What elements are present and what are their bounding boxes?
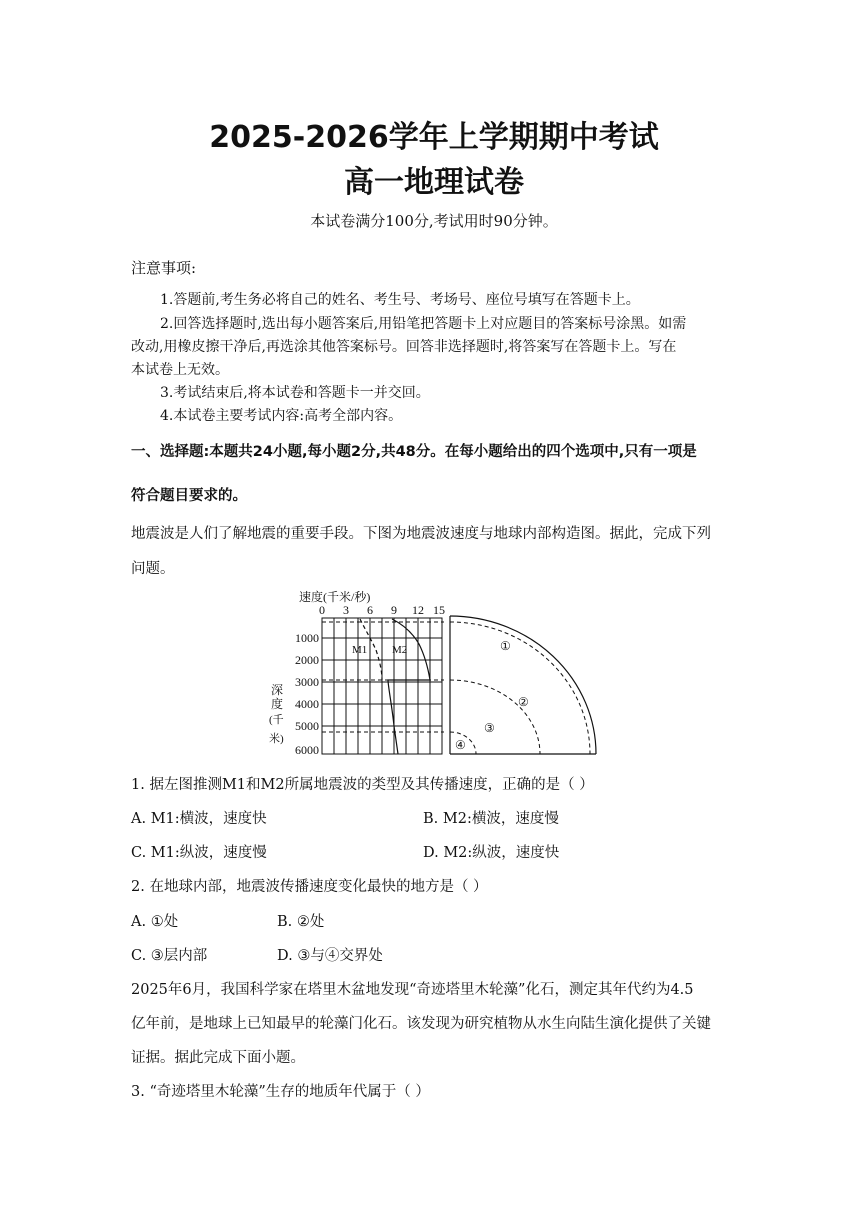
speed-tick: 12 <box>412 603 424 617</box>
seismic-wave-figure <box>262 586 610 762</box>
layer-4-label: ④ <box>455 738 466 752</box>
m2-label: M2 <box>392 644 408 656</box>
notice-item-3: 3.考试结束后,将本试卷和答题卡一并交回。 <box>160 385 430 401</box>
layer-3-label: ③ <box>484 721 495 735</box>
depth-tick: 5000 <box>295 719 319 733</box>
m1-label: M1 <box>352 644 368 656</box>
earth-cross-section <box>450 616 596 754</box>
question-2-option-b: B. ②处 <box>277 914 325 930</box>
depth-tick: 3000 <box>295 675 319 689</box>
depth-tick: 4000 <box>295 697 319 711</box>
speed-tick: 9 <box>391 603 397 617</box>
section-heading-cont: 符合题目要求的。 <box>131 488 247 504</box>
passage-2-line-3: 证据。据此完成下面小题。 <box>131 1050 305 1066</box>
passage-2-line-2: 亿年前，是地球上已知最早的轮藻门化石。该发现为研究植物从水生向陆生演化提供了关键 <box>131 1016 711 1032</box>
question-2-option-d: D. ③与④交界处 <box>277 948 383 964</box>
section-heading: 一、选择题:本题共24小题,每小题2分,共48分。在每小题给出的四个选项中,只有一项是 <box>131 444 697 460</box>
question-2-option-a: A. ①处 <box>131 914 179 930</box>
passage-2-line-1: 2025年6月，我国科学家在塔里木盆地发现“奇迹塔里木轮藻”化石，测定其年代约为4.5 <box>131 982 694 998</box>
exam-title: 2025-2026学年上学期期中考试 <box>209 120 659 155</box>
notice-item-2: 2.回答选择题时,选出每小题答案后,用铅笔把答题卡上对应题目的答案标号涂黑。如需 <box>160 316 687 332</box>
depth-tick: 6000 <box>295 743 319 757</box>
speed-axis-label: 速度(千米/秒) <box>299 590 371 604</box>
question-3-stem: 3. “奇迹塔里木轮藻”生存的地质年代属于（ ） <box>131 1084 430 1100</box>
speed-tick: 3 <box>343 603 349 617</box>
question-2-stem: 2. 在地球内部，地震波传播速度变化最快的地方是（ ） <box>131 879 488 895</box>
exam-info: 本试卷满分100分,考试用时90分钟。 <box>310 212 558 230</box>
depth-tick: 1000 <box>295 631 319 645</box>
question-1-option-b: B. M2:横波，速度慢 <box>423 811 559 827</box>
layer-boundaries <box>450 622 590 754</box>
notice-item-4: 4.本试卷主要考试内容:高考全部内容。 <box>160 408 403 424</box>
notice-item-2-cont: 改动,用橡皮擦干净后,再选涂其他答案标号。回答非选择题时,将答案写在答题卡上。写在 <box>131 339 677 355</box>
passage-1-line-2: 问题。 <box>131 561 175 577</box>
exam-subject-title: 高一地理试卷 <box>344 165 524 200</box>
speed-tick: 0 <box>319 603 325 617</box>
layer-1-label: ① <box>500 639 511 653</box>
speed-tick: 15 <box>433 603 445 617</box>
speed-tick: 6 <box>367 603 373 617</box>
notice-item-1: 1.答题前,考生务必将自己的姓名、考生号、考场号、座位号填写在答题卡上。 <box>160 292 640 308</box>
depth-axis-label: 深 <box>271 683 284 697</box>
question-1-option-a: A. M1:横波，速度快 <box>131 811 267 827</box>
depth-tick: 2000 <box>295 653 319 667</box>
question-2-option-c: C. ③层内部 <box>131 948 208 964</box>
notice-heading: 注意事项: <box>131 259 197 277</box>
notice-item-2-end: 本试卷上无效。 <box>131 362 229 378</box>
passage-1-line-1: 地震波是人们了解地震的重要手段。下图为地震波速度与地球内部构造图。据此，完成下列 <box>131 526 711 542</box>
depth-axis-label: 度 <box>271 697 284 711</box>
question-1-stem: 1. 据左图推测M1和M2所属地震波的类型及其传播速度，正确的是（ ） <box>131 777 594 793</box>
depth-axis-label: 米) <box>269 733 284 745</box>
layer-2-label: ② <box>518 695 529 709</box>
depth-axis-label: (千 <box>269 714 284 726</box>
question-1-option-c: C. M1:纵波，速度慢 <box>131 845 267 861</box>
grid <box>322 618 442 754</box>
question-1-option-d: D. M2:纵波，速度快 <box>423 845 560 861</box>
